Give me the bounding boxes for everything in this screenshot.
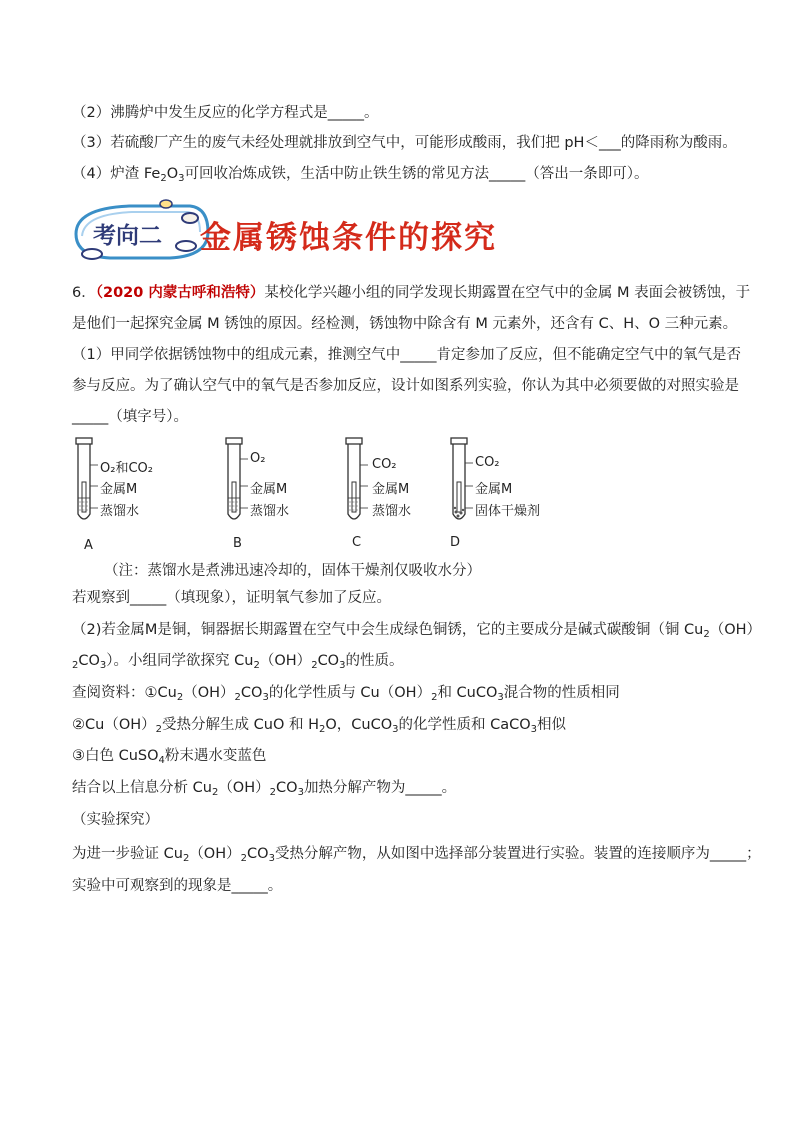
tube-a-letter: A [84, 538, 93, 553]
tube-c-metal-label: 金属M [372, 482, 410, 497]
section-badge: 考向二 [93, 222, 162, 249]
test-tube-b [226, 438, 248, 519]
experiment-line1: 为进一步验证 $Cu_2(OH)_2CO_3$受热分解产物，从如图中选择部分装置进行实验。装置的连接顺序为_____； [72, 846, 761, 864]
experiment-line2: 实验中可观察到的现象是_____。 [72, 878, 283, 894]
question-6-combine: 结合以上信息分析 $Cu_2(OH)_2CO_3$加热分解产物为_____。 [72, 780, 457, 798]
question-5-part-3: （3）若硫酸厂产生的废气未经处理就排放到空气中，可能形成酸雨，我们把 pH＜___的降雨称为酸雨。 [72, 135, 737, 151]
question-6-part1-line1: （1）甲同学依据锈蚀物中的组成元素，推测空气中_____肯定参加了反应，但不能确定空气中的氧气是否 [72, 347, 741, 363]
test-tube-a [76, 438, 98, 519]
question-6-intro-line1: 6．（2020 内蒙古呼和浩特）某校化学兴趣小组的同学发现长期露置在空气中的金属 M 表面会被锈蚀，于 [72, 285, 751, 301]
tube-b-letter: B [233, 536, 242, 551]
question-6-observe: 若观察到_____（填现象），证明氧气参加了反应。 [72, 590, 391, 606]
tube-b-metal-label: 金属M [250, 482, 288, 497]
reference-2: $②Cu(OH)_2$受热分解生成 CuO 和 $H_2O$，CuCO$_3$的化学性质和 CaCO$_3$相似 [72, 717, 567, 735]
test-tube-c [346, 438, 368, 519]
tube-a-bottom-label: 蒸馏水 [100, 504, 140, 519]
tube-a-metal-label: 金属M [100, 482, 138, 497]
tube-c-letter: C [352, 535, 362, 550]
question-6-part2-line1: （2)若金属M是铜，铜器据长期露置在空气中会生成绿色铜锈，它的主要成分是碱式碳酸铜（铜 $Cu_2(OH)$ [72, 622, 762, 640]
tube-d-letter: D [450, 535, 461, 550]
experiment-heading: （实验探究） [72, 812, 159, 828]
question-source: （2020 内蒙古呼和浩特） [95, 285, 265, 301]
question-5-part-4: （4）炉渣 $Fe_2O_3$可回收冶炼成铁，生活中防止铁生锈的常见方法_____（答出一条即可）。 [72, 166, 649, 184]
question-5-part-2: （2）沸腾炉中发生反应的化学方程式是_____。 [72, 105, 379, 121]
test-tube-d [451, 438, 473, 519]
reference-3: ③白色 CuSO$_4$粉末遇水变蓝色 [72, 748, 267, 766]
question-6-part2-line2: $_2CO_3$）。小组同学欲探究 $Cu_2(OH)_2CO_3$的性质。 [72, 653, 404, 671]
reference-1: 查阅资料：$①Cu_2(OH)_2CO_3$的化学性质与 $Cu(OH)_2$和 CuCO$_3$混合物的性质相同 [72, 685, 620, 703]
tube-d-gas-label: CO₂ [475, 455, 500, 470]
tube-a-gas-label: O₂和CO₂ [100, 461, 153, 476]
figure-note: （注：蒸馏水是煮沸迅速冷却的，固体干燥剂仅吸收水分） [104, 563, 481, 579]
tube-c-gas-label: CO₂ [372, 457, 397, 472]
question-6-part1-line3: _____（填字号）。 [72, 409, 188, 425]
tube-c-bottom-label: 蒸馏水 [372, 504, 412, 519]
tube-b-bottom-label: 蒸馏水 [250, 504, 290, 519]
question-6-intro-line2: 是他们一起探究金属 M 锈蚀的原因。经检测，锈蚀物中除含有 M 元素外，还含有 C、H、O 三种元素。 [72, 316, 738, 332]
tube-d-metal-label: 金属M [475, 482, 513, 497]
tube-d-bottom-label: 固体干燥剂 [475, 504, 541, 519]
section-title: 金属锈蚀条件的探究 [200, 220, 497, 256]
tube-b-gas-label: O₂ [250, 451, 266, 466]
question-6-part1-line2: 参与反应。为了确认空气中的氧气是否参加反应，设计如图系列实验，你认为其中必须要做的对照实验是 [72, 378, 739, 394]
